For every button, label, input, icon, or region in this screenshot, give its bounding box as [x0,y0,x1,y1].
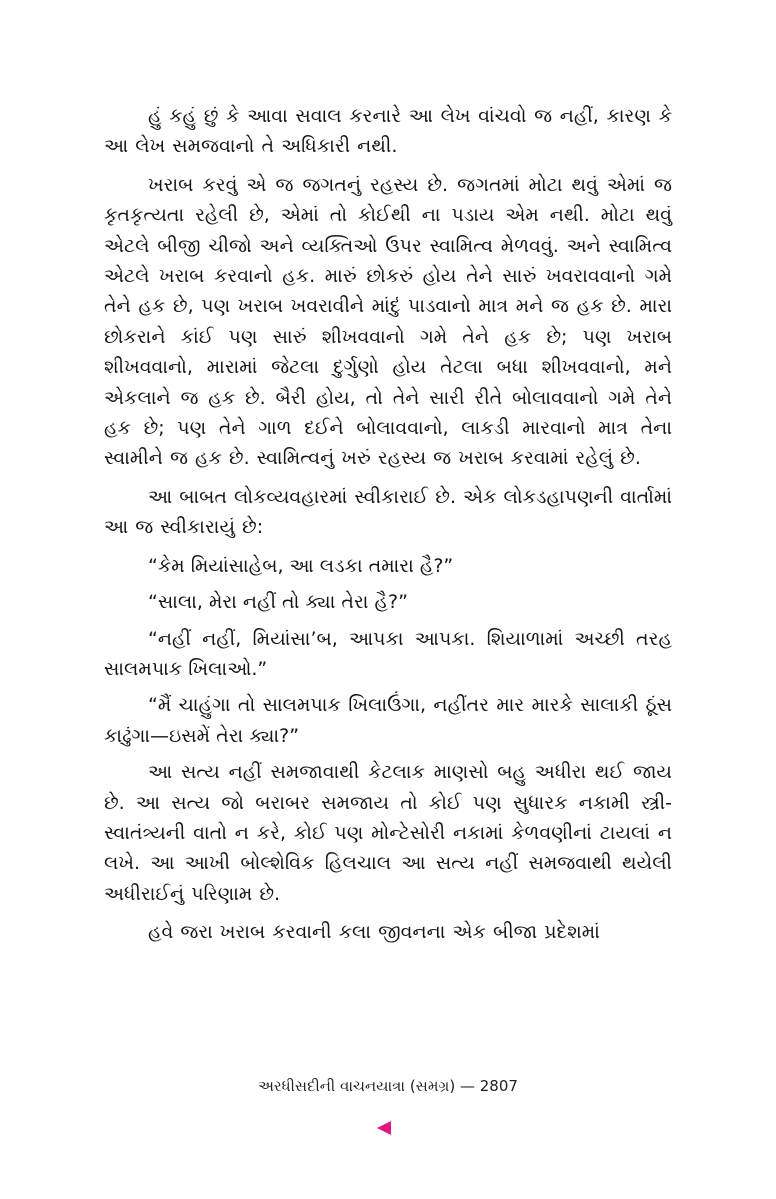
page-body [104,101,672,956]
dialogue-line: “સાલા, મેરા નહીં તો ક્યા તેરા હૈ?” [148,591,408,614]
dialogue-line: “મૈં ચાહુંગા તો સાલમપાક ખિલાઉંગા, નહીંતર માર મારકે સાલાકી ઠૂંસ કાઢુંગા—ઇસમેં તેરા ક્યા?” [104,694,672,747]
paragraph: હવે જરા ખરાબ કરવાની કલા જીવનના એક બીજા પ્રદેશમાં [148,921,600,944]
paragraph: આ સત્ય નહીં સમજાવાથી કેટલાક માણસો બહુ અધીરા થઈ જાય છે. આ સત્ય જો બરાબર સમજાય તો કોઈ પણ સુધારક નકામી સ્ત્રી-સ્વાતંત્ર્યની વાતો ન કરે, કોઈ પણ મોન્ટેસોરી નકામાં કેળવણીનાં ટાયલાં ન લખે. આ આખી બોલ્શેવિક હિલચાલ આ સત્ય નહીં સમજવાથી થયેલી અધીરાઈનું પરિણામ છે. [104,761,672,905]
page-footer: અરધીસદીની વાચનયાત્રા (સમગ્ર) — 2807 [258,1077,518,1095]
dialogue-line: “કેમ મિયાંસાહેબ, આ લડકા તમારા હૈ?” [148,554,454,577]
dialogue-line: “નહીં નહીં, મિયાંસા’બ, આપકા આપકા. શિયાળામાં અચ્છી તરહ સાલમપાક ખિલાઓ.” [104,627,672,680]
paragraph: આ બાબત લોકવ્યવહારમાં સ્વીકારાઈ છે. એક લોકડહાપણની વાર્તામાં આ જ સ્વીકારાયું છે: [104,485,672,539]
paragraph: હું કહું છું કે આવા સવાલ કરનારે આ લેખ વાંચવો જ નહીં, કારણ કે આ લેખ સમજવાનો તે અધિકારી નથી. [104,105,672,158]
previous-page-arrow-icon[interactable] [377,1121,391,1135]
paragraph: ખરાબ કરવું એ જ જગતનું રહસ્ય છે. જગતમાં મોટા થવું એમાં જ કૃતકૃત્યતા રહેલી છે, એમાં તો કોઈથી ના પડાય એમ નથી. મોટા થવું એટલે બીજી ચીજો અને વ્યક્તિઓ ઉપર સ્વામિત્વ મેળવવું. અને સ્વામિત્વ એટલે ખરાબ કરવાનો હક. મારું છોકરું હોય તેને સારું ખવરાવવાનો ગમે તેને હક છે, પણ ખરાબ ખવરાવીને માંદું પાડવાનો માત્ર મને જ હક છે. મારા છોકરાને કાંઈ પણ સારું શીખવવાનો ગમે તેને હક છે; પણ ખરાબ શીખવવાનો, મારામાં જેટલા દુર્ગુણો હોય તેટલા બધા શીખવવાનો, મને એકલાને જ હક છે. બૈરી હોય, તો તેને સારી રીતે બોલાવવાનો ગમે તેને હક છે; પણ તેને ગાળ દઈને બોલાવવાનો, લાકડી મારવાનો માત્ર તેના સ્વામીને જ હક છે. સ્વામિત્વનું ખરું રહસ્ય જ ખરાબ કરવામાં રહેલું છે. [104,173,672,470]
